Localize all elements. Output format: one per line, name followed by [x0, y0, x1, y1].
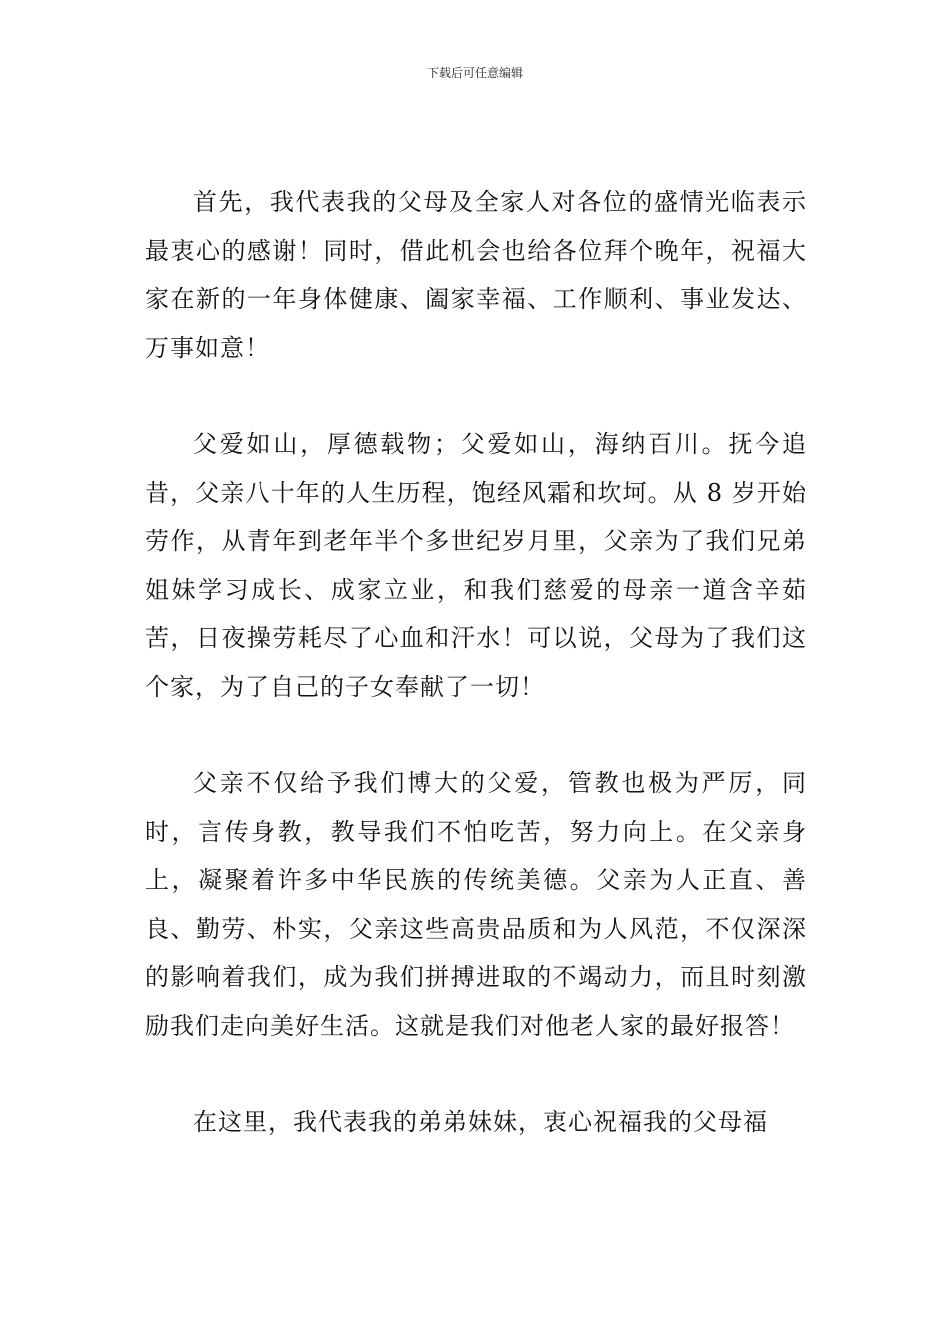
paragraph-3: 父亲不仅给予我们博大的父爱，管教也极为严厉，同时，言传身教，教导我们不怕吃苦，努力向上。在父亲身上，凝聚着许多中华民族的传统美德。父亲为人正直、善良、勤劳、朴实，父亲这些高贵品质和为人风范，不仅深深的影响着我们，成为我们拼搏进取的不竭动力，而且时刻激励我们走向美好生活。这就是我们对他老人家的最好报答！ — [145, 769, 807, 1040]
page-header: 下载后可任意编辑 — [426, 66, 523, 80]
paragraph-4: 在这里，我代表我的弟弟妹妹，衷心祝福我的父母福 — [193, 1108, 768, 1136]
document-body — [145, 178, 807, 1195]
paragraph-1: 首先，我代表我的父母及全家人对各位的盛情光临表示最衷心的感谢！同时，借此机会也给各位拜个晚年，祝福大家在新的一年身体健康、阖家幸福、工作顺利、事业发达、万事如意！ — [145, 188, 807, 362]
paragraph-2: 父爱如山，厚德载物；父爱如山，海纳百川。抚今追昔，父亲八十年的人生历程，饱经风霜和坎坷。从 8 岁开始劳作，从青年到老年半个多世纪岁月里，父亲为了我们兄弟姐妹学习成长、成家立业，和我们慈爱的母亲一道含辛茹苦，日夜操劳耗尽了心血和汗水！可以说，父母为了我们这个家，为了自己的子女奉献了一切！ — [145, 430, 807, 701]
